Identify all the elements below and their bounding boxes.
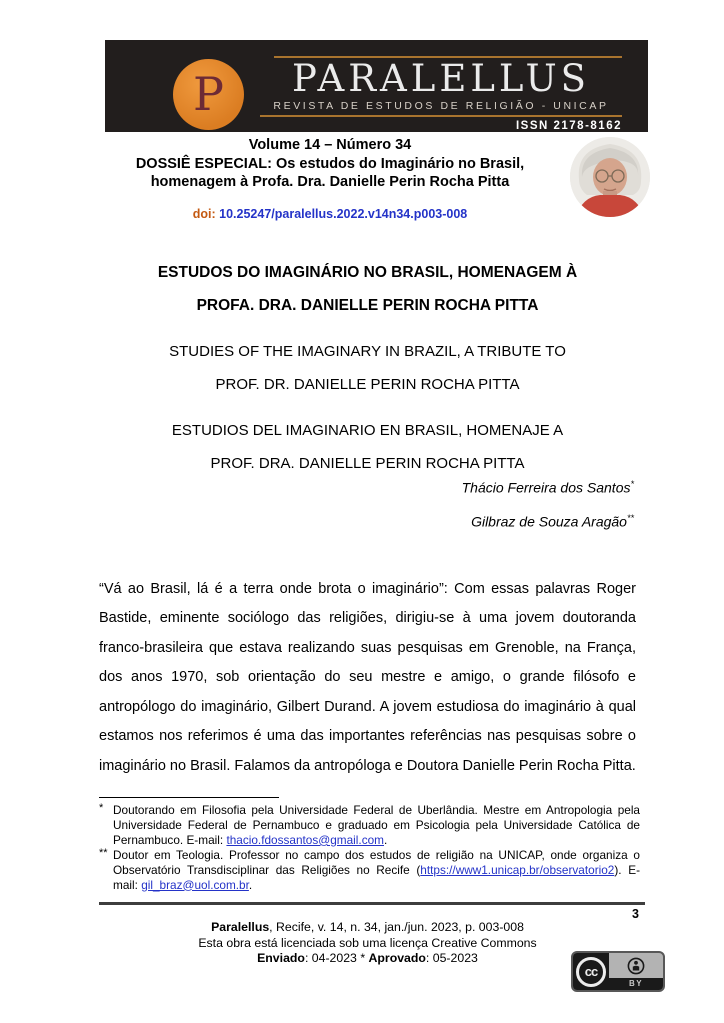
title-en-line1: STUDIES OF THE IMAGINARY IN BRAZIL, A TRIBUTE TO	[169, 343, 566, 360]
footnote-separator	[99, 797, 279, 798]
title-en-line2: PROF. DR. DANIELLE PERIN ROCHA PITTA	[215, 376, 520, 393]
title-english	[99, 335, 636, 401]
footnote-1-marker: *	[99, 802, 104, 814]
footnotes	[99, 797, 640, 892]
author-1-footnote-marker: *	[630, 479, 634, 489]
footer-approved-date: : 05-2023	[425, 951, 478, 966]
footer-dates-line	[99, 951, 636, 967]
title-portuguese	[99, 256, 636, 322]
doi-label: doi:	[192, 206, 216, 221]
journal-title: PARALELLUS	[291, 57, 591, 100]
author-2-footnote-marker: **	[626, 512, 634, 523]
author-list	[462, 469, 634, 536]
footnote-1-text: Doutorando em Filosofia pela Universidade Federal de Uberlândia. Mestre em Antropologia pela Universidade Federal de Pernambuco e graduado em Psicologia pela Universidade Católica de Pernambuco. E-mail:	[113, 803, 640, 847]
cc-icon	[573, 953, 609, 990]
footnote-1-email-link[interactable]: thacio.fdossantos@gmail.com	[226, 832, 384, 847]
author-2	[462, 503, 634, 537]
author-1-name: Thácio Ferreira dos Santos	[461, 479, 631, 496]
footnote-2	[99, 848, 640, 893]
cc-by-label: BY	[609, 978, 663, 990]
banner-text	[260, 56, 622, 132]
doi-line	[100, 207, 560, 221]
journal-issn: ISSN 2178-8162	[515, 120, 622, 132]
journal-banner	[105, 40, 648, 132]
title-pt-line1: ESTUDOS DO IMAGINÁRIO NO BRASIL, HOMENAGEM À	[157, 264, 578, 281]
author-2-name: Gilbraz de Souza Aragão	[471, 513, 627, 530]
journal-footer	[99, 920, 636, 967]
footer-rule	[99, 902, 645, 905]
logo-letter: P	[193, 66, 224, 121]
cc-circle-icon: cc	[576, 957, 606, 987]
volume-number-line: Volume 14 – Número 34	[248, 137, 412, 153]
footnote-2-url-link[interactable]: https://www1.unicap.br/observatorio2	[420, 862, 615, 877]
page-number: 3	[632, 907, 639, 921]
title-pt-line2: PROFA. DRA. DANIELLE PERIN ROCHA PITTA	[196, 297, 539, 314]
footer-journal-name: Paralellus	[211, 920, 270, 934]
footer-citation-line	[99, 920, 636, 936]
footnote-2-marker: **	[99, 846, 108, 859]
journal-subtitle: REVISTA DE ESTUDOS DE RELIGIÃO - UNICAP	[260, 100, 622, 117]
footnote-1	[99, 803, 640, 848]
body-paragraph: “Vá ao Brasil, lá é a terra onde brota o imaginário”: Com essas palavras Roger Bastide, eminente sociólogo das religiões, dirigiu-se à uma jovem doutoranda franco-brasileira que estava realizando suas pesquisas em Grenoble, na França, dos anos 1970, sob orientação do seu mestre e amigo, o grande filósofo e antropólogo do imaginário, Gilbert Durand. A jovem estudiosa do imaginário à qual estamos nos referimos é uma das importantes referências nas pesquisas sobre o imaginário no Brasil. Falamos da antropóloga e Doutora Danielle Perin Rocha Pitta.	[99, 580, 636, 774]
footer-submitted-date: : 04-2023 *	[304, 951, 369, 966]
cc-attribution-section	[609, 953, 663, 990]
portrait-illustration	[570, 137, 650, 217]
author-portrait-photo	[570, 137, 650, 217]
dossier-line-2: homenagem à Profa. Dra. Danielle Perin Rocha Pitta	[150, 174, 510, 190]
footnote-2-mid: ). E-mail:	[113, 862, 641, 892]
author-1	[462, 469, 634, 503]
cc-by-license-badge[interactable]	[571, 951, 665, 992]
paralellus-logo-icon	[173, 59, 244, 130]
footnote-2-end: .	[248, 877, 253, 892]
footnote-2-email-link[interactable]: gil_braz@uol.com.br	[141, 877, 249, 892]
article-titles	[99, 256, 636, 493]
footer-citation-rest: , Recife, v. 14, n. 34, jan./jun. 2023, p. 003-008	[269, 920, 524, 934]
footer-approved-label: Aprovado	[368, 951, 426, 966]
footer-license-line: Esta obra está licenciada sob uma licença Creative Commons	[198, 935, 537, 950]
footnote-1-end: .	[383, 832, 388, 847]
issue-heading	[100, 136, 560, 221]
footnote-2-text: Doutor em Teologia. Professor no campo dos estudos de religião na UNICAP, onde organiza o Observatório Transdisciplinar das Religiões no Recife (	[113, 847, 640, 877]
title-es-line1: ESTUDIOS DEL IMAGINARIO EN BRASIL, HOMENAJE A	[171, 422, 564, 439]
dossier-line-1: DOSSIÊ ESPECIAL: Os estudos do Imaginário no Brasil,	[135, 155, 525, 172]
attribution-person-icon	[609, 953, 663, 978]
doi-link[interactable]: 10.25247/paralellus.2022.v14n34.p003-008	[219, 206, 468, 221]
footer-submitted-label: Enviado	[257, 951, 305, 966]
title-es-line2: PROF. DRA. DANIELLE PERIN ROCHA PITTA	[210, 455, 525, 472]
